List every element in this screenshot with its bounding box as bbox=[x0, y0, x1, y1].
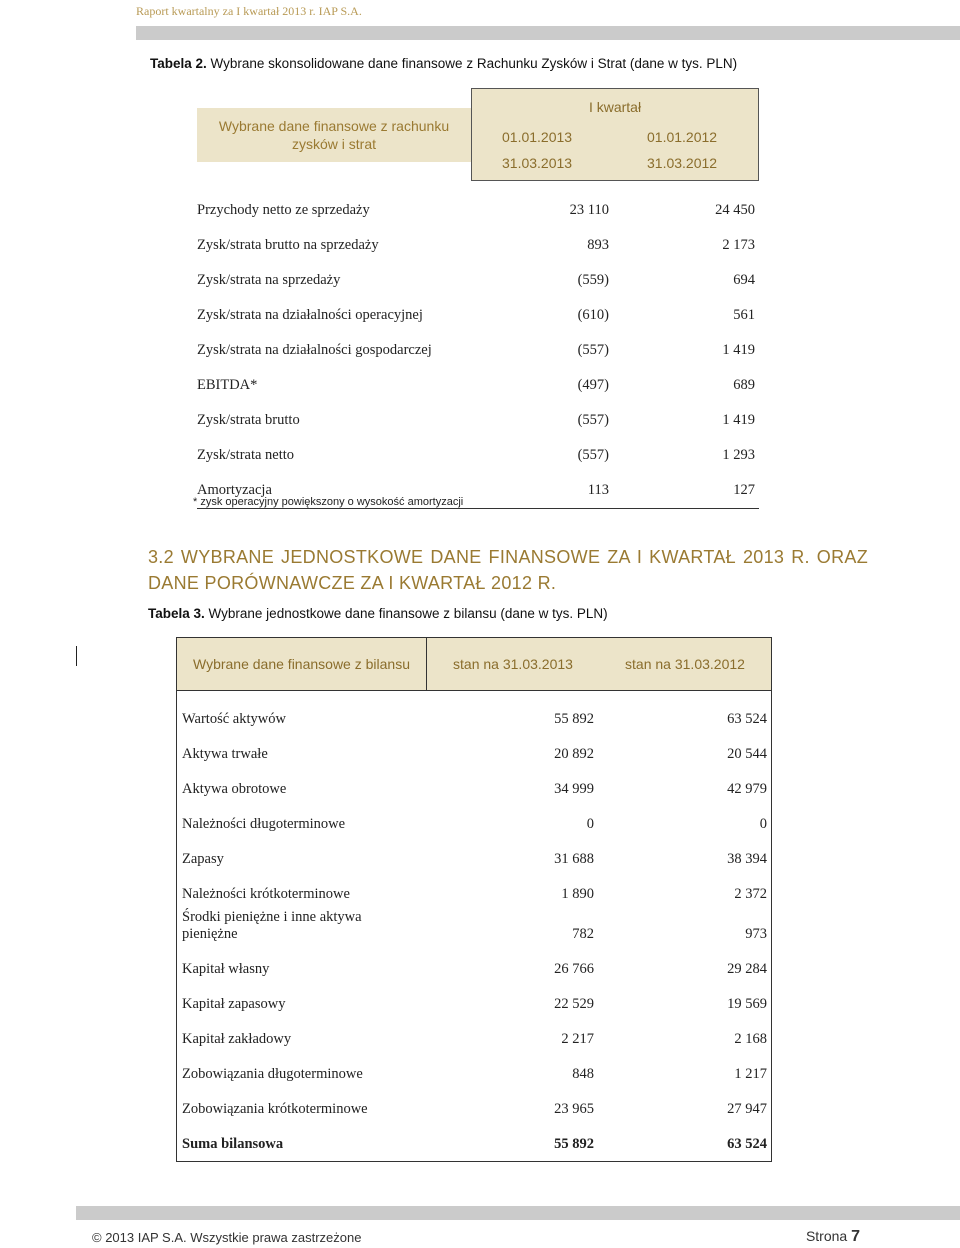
table-row bbox=[177, 736, 771, 771]
row-label: Amortyzacja bbox=[197, 482, 272, 498]
row-value-2012: 29 284 bbox=[727, 961, 767, 977]
table2-col2-end: 31.03.2012 bbox=[647, 155, 718, 171]
row-value-2012: 561 bbox=[733, 307, 755, 323]
row-value-2012: 20 544 bbox=[727, 746, 767, 762]
row-value-2013: (497) bbox=[577, 377, 609, 393]
row-value-2012: 42 979 bbox=[727, 781, 767, 797]
row-label: Kapitał zakładowy bbox=[182, 1031, 292, 1047]
row-label: Zobowiązania krótkoterminowe bbox=[182, 1101, 368, 1117]
table2-caption bbox=[150, 56, 737, 71]
section-heading: 3.2 WYBRANE JEDNOSTKOWE DANE FINANSOWE ZA I KWARTAŁ 2013 R. ORAZ DANE PORÓWNAWCZE ZA I KWARTAŁ 2012 R. bbox=[148, 547, 868, 593]
table3-col1-header: stan na 31.03.2013 bbox=[453, 656, 573, 672]
table3-header bbox=[177, 638, 771, 691]
table-row bbox=[177, 986, 771, 1021]
running-header: Raport kwartalny za I kwartał 2013 r. IAP S.A. bbox=[136, 4, 362, 18]
table-row bbox=[197, 298, 759, 333]
row-value-2013: (610) bbox=[577, 307, 609, 323]
table3-label-header: Wybrane dane finansowe z bilansu bbox=[177, 638, 427, 690]
table-row bbox=[177, 876, 771, 911]
row-value-2012: 1 419 bbox=[722, 412, 755, 428]
row-value-2012: 689 bbox=[733, 377, 755, 393]
table2-col1-end: 31.03.2013 bbox=[502, 155, 573, 171]
table2-income-statement bbox=[197, 88, 759, 509]
row-value-2013: 848 bbox=[572, 1066, 594, 1082]
row-value-2013: (557) bbox=[577, 342, 609, 358]
row-label: Zysk/strata na sprzedaży bbox=[197, 272, 341, 288]
row-value-2013: 1 890 bbox=[561, 886, 594, 902]
row-label: Zysk/strata brutto na sprzedaży bbox=[197, 237, 379, 253]
table3-caption-number: Tabela 3. bbox=[148, 606, 205, 621]
table2-col1-start: 01.01.2013 bbox=[502, 129, 573, 145]
row-label: Należności krótkoterminowe bbox=[182, 886, 350, 902]
row-value-2013: (559) bbox=[577, 272, 609, 288]
row-value-2012: 1 419 bbox=[722, 342, 755, 358]
row-value-2012: 27 947 bbox=[727, 1101, 767, 1117]
row-label: Suma bilansowa bbox=[182, 1136, 284, 1152]
row-value-2012: 2 168 bbox=[734, 1031, 767, 1047]
row-value-2013: 2 217 bbox=[561, 1031, 594, 1047]
row-value-2013: 55 892 bbox=[554, 711, 594, 727]
table-row bbox=[197, 368, 759, 403]
row-value-2013: 893 bbox=[587, 237, 609, 253]
row-value-2013: 26 766 bbox=[554, 961, 594, 977]
row-value-2013: 20 892 bbox=[554, 746, 594, 762]
table3-balance-sheet bbox=[176, 637, 772, 1162]
row-value-2013: 34 999 bbox=[554, 781, 594, 797]
row-label: Zysk/strata na działalności operacyjnej bbox=[197, 307, 423, 323]
row-label: Wartość aktywów bbox=[182, 711, 286, 727]
table-row bbox=[197, 263, 759, 298]
row-value-2013: 782 bbox=[572, 926, 594, 942]
footer-page-number: 7 bbox=[851, 1228, 860, 1245]
table2-caption-number: Tabela 2. bbox=[150, 56, 207, 71]
table-row bbox=[177, 1021, 771, 1056]
table3-caption-text: Wybrane jednostkowe dane finansowe z bilansu (dane w tys. PLN) bbox=[204, 606, 608, 621]
row-value-2013: (557) bbox=[577, 412, 609, 428]
row-label: Kapitał zapasowy bbox=[182, 996, 286, 1012]
row-label: Zysk/strata na działalności gospodarczej bbox=[197, 342, 432, 358]
row-value-2013: 23 965 bbox=[554, 1101, 594, 1117]
row-value-2012: 24 450 bbox=[715, 202, 755, 218]
row-value-2012: 19 569 bbox=[727, 996, 767, 1012]
table-row bbox=[197, 438, 759, 473]
row-value-2013: 22 529 bbox=[554, 996, 594, 1012]
row-value-2012: 0 bbox=[759, 816, 767, 832]
row-value-2012: 127 bbox=[733, 482, 755, 498]
footer-page bbox=[806, 1228, 860, 1246]
row-label: EBITDA* bbox=[197, 377, 258, 393]
row-label: Zysk/strata netto bbox=[197, 447, 295, 463]
row-value-2013: 31 688 bbox=[554, 851, 594, 867]
row-label: Zapasy bbox=[182, 851, 224, 867]
row-value-2013: 0 bbox=[586, 816, 594, 832]
table-row bbox=[177, 771, 771, 806]
table2-caption-text: Wybrane skonsolidowane dane finansowe z Rachunku Zysków i Strat (dane w tys. PLN) bbox=[206, 56, 738, 71]
table-row bbox=[197, 193, 759, 228]
table-row bbox=[177, 911, 771, 951]
footer-copyright: © 2013 IAP S.A. Wszystkie prawa zastrzeżone bbox=[92, 1230, 362, 1245]
row-value-2012: 1 217 bbox=[734, 1066, 767, 1082]
table-row bbox=[197, 228, 759, 263]
row-label: Zobowiązania długoterminowe bbox=[182, 1066, 363, 1082]
row-value-2013: 113 bbox=[587, 482, 609, 498]
row-value-2012: 63 524 bbox=[727, 1136, 767, 1152]
table3-caption bbox=[148, 606, 608, 621]
row-value-2012: 1 293 bbox=[722, 447, 755, 463]
row-value-2012: 2 372 bbox=[734, 886, 767, 902]
table-row bbox=[177, 701, 771, 736]
row-label: Należności długoterminowe bbox=[182, 816, 346, 832]
row-value-2013: 23 110 bbox=[569, 202, 609, 218]
table2-col2-start: 01.01.2012 bbox=[647, 129, 718, 145]
footer-page-label: Strona bbox=[805, 1228, 852, 1244]
table2-header bbox=[197, 88, 759, 181]
table-row bbox=[197, 403, 759, 438]
table2-body bbox=[197, 193, 759, 509]
table2-period-title: I kwartał bbox=[588, 99, 642, 115]
table-row bbox=[177, 1091, 771, 1126]
row-label: Aktywa obrotowe bbox=[182, 781, 287, 797]
row-value-2012: 2 173 bbox=[722, 237, 755, 253]
table-row bbox=[177, 841, 771, 876]
table-row bbox=[177, 1056, 771, 1091]
row-label: Przychody netto ze sprzedaży bbox=[197, 202, 370, 218]
revision-mark bbox=[76, 646, 77, 666]
footer-divider-bar bbox=[76, 1206, 960, 1220]
table-row-total bbox=[177, 1126, 771, 1161]
row-value-2012: 694 bbox=[733, 272, 755, 288]
table-row bbox=[197, 333, 759, 368]
table3-col2-header: stan na 31.03.2012 bbox=[625, 656, 745, 672]
table-row bbox=[177, 951, 771, 986]
row-value-2012: 973 bbox=[745, 926, 767, 942]
header-divider-bar bbox=[136, 26, 960, 40]
row-label: Środki pieniężne i inne aktywa pieniężne bbox=[182, 909, 362, 942]
row-value-2012: 38 394 bbox=[727, 851, 767, 867]
table2-footnote: * zysk operacyjny powiększony o wysokość amortyzacji bbox=[193, 496, 464, 508]
table2-label-header: Wybrane dane finansowe z rachunku zysków i strat bbox=[218, 118, 450, 152]
row-label: Aktywa trwałe bbox=[182, 746, 268, 762]
row-value-2013: 55 892 bbox=[554, 1136, 594, 1152]
row-value-2012: 63 524 bbox=[727, 711, 767, 727]
row-value-2013: (557) bbox=[577, 447, 609, 463]
table2-period-header bbox=[471, 88, 759, 181]
row-label: Kapitał własny bbox=[182, 961, 270, 977]
table-row bbox=[177, 806, 771, 841]
row-label: Zysk/strata brutto bbox=[197, 412, 300, 428]
table3-body bbox=[177, 691, 771, 1161]
